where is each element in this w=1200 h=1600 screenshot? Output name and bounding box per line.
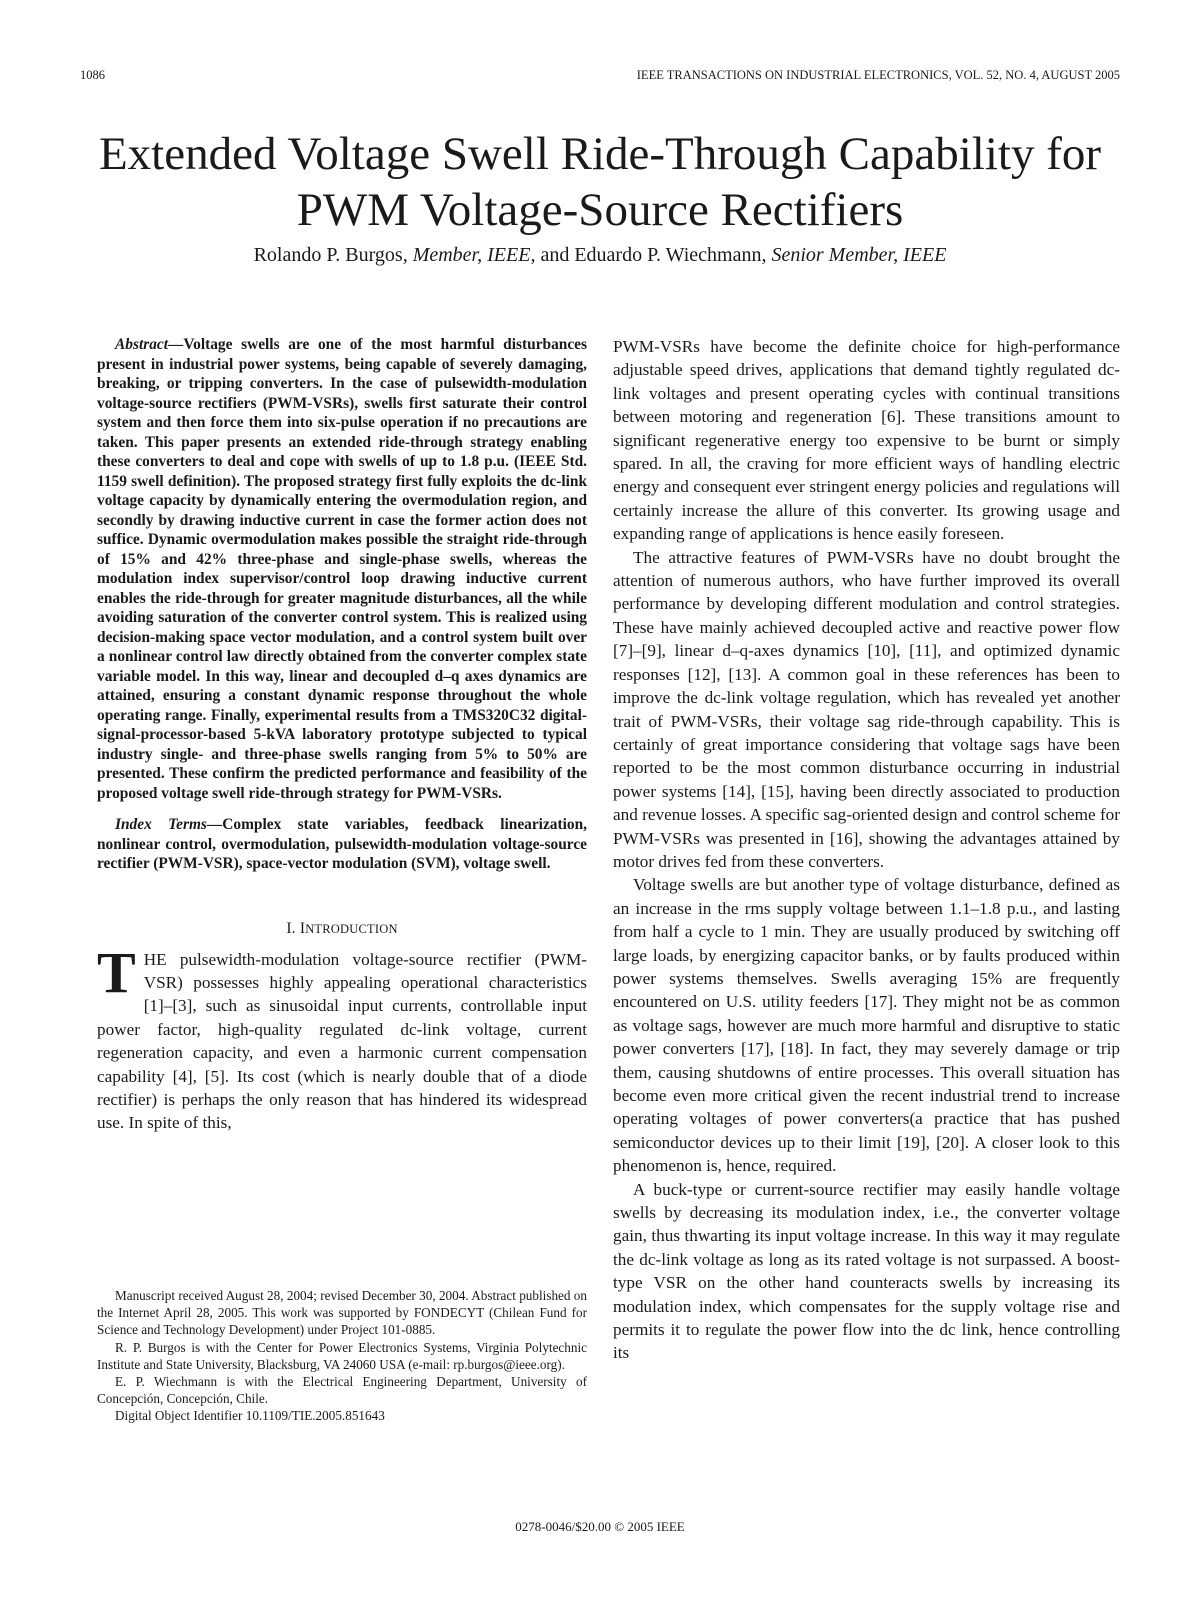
body-paragraph-1: PWM-VSRs have become the definite choice for high-performance adjustable speed drives, applications that demand tightly regulated dc-link voltages and present operating cycles with continual transitions between motoring and regeneration [6]. These transitions amount to significant regenerative energy too expensive to be burnt or simply spared. In all, the craving for more efficient ways of handling electric energy and consequent ever stringent energy policies and regulations will certainly increase the allure of this converter. Its growing usage and expanding range of applications is hence easily foreseen. [613, 337, 1120, 544]
footnote-manuscript: Manuscript received August 28, 2004; revised December 30, 2004. Abstract published on the Internet April 28, 2005. This work was supported by FONDECYT (Chilean Fund for Science and Technology Development) under Project 101-0885. [97, 1288, 587, 1338]
footnotes [97, 1287, 587, 1425]
author-2-role: , Senior Member, IEEE [761, 244, 947, 266]
author-line [60, 244, 1140, 267]
footnote-author-2: E. P. Wiechmann is with the Electrical Engineering Department, University of Concepción, Concepción, Chile. [97, 1374, 587, 1407]
left-column [97, 335, 587, 1135]
title-line-2: PWM Voltage-Source Rectifiers [296, 184, 904, 236]
intro-text: HE pulsewidth-modulation voltage-source rectifier (PWM-VSR) possesses highly appealing operational characteristics [1]–[3], such as sinusoidal input currents, controllable input power factor, high-quality regulated dc-link voltage, current regeneration capacity, and even a harmonic current compensation capability [4], [5]. Its cost (which is nearly double that of a diode rectifier) is perhaps the only reason that has hindered its widespread use. In spite of this, [97, 949, 587, 1133]
footnote-doi: Digital Object Identifier 10.1109/TIE.2005.851643 [115, 1408, 385, 1424]
abstract-lead: Abstract— [115, 336, 184, 353]
intro-paragraph [97, 939, 587, 1135]
body-paragraph-3: Voltage swells are but another type of voltage disturbance, defined as an increase in the rms supply voltage between 1.1–1.8 p.u., and lasting from half a cycle to 1 min. They are usually produced by switching off large loads, by energizing capacitor banks, or by faults produced within power systems themselves. Swells averaging 15% are frequently encountered on U.S. utility feeders [17]. They might not be as common as voltage sags, however are much more harmful and disruptive to static power converters [17], [18]. In fact, they may severely damage or trip them, causing shutdowns of entire processes. This overall situation has become even more critical given the recent industrial trend to increase operating voltages of power converters(a practice that has pushed semiconductor devices up to their limit [19], [20]. A closer look to this phenomenon is, hence, required. [613, 875, 1120, 1176]
author-connector: and [535, 244, 575, 266]
title-line-1: Extended Voltage Swell Ride-Through Capability for [98, 128, 1102, 180]
section-title-rest: NTRODUCTION [305, 921, 398, 936]
section-heading-introduction [97, 920, 587, 938]
abstract [97, 335, 587, 803]
index-terms-lead: Index Terms— [115, 816, 223, 833]
running-head [80, 68, 1120, 83]
page-number: 1086 [80, 68, 105, 82]
right-column [613, 335, 1120, 1365]
author-1-role: , Member, IEEE, [402, 244, 536, 266]
paper-title [60, 126, 1140, 238]
copyright-line: 0278-0046/$20.00 © 2005 IEEE [515, 1519, 685, 1534]
index-terms [97, 815, 587, 874]
abstract-text: Voltage swells are one of the most harmful disturbances present in industrial power systems, being capable of severely damaging, breaking, or tripping converters. In the case of pulsewidth-modulation voltage-source rectifiers (PWM-VSRs), swells first saturate their control system and then force them into six-pulse operation if no precautions are taken. This paper presents an extended ride-through strategy enabling these converters to deal and cope with swells of up to 1.8 p.u. (IEEE Std. 1159 swell definition). The proposed strategy first fully exploits the dc-link voltage capacity by dynamically entering the overmodulation region, and secondly by drawing inductive current in case the former action does not suffice. Dynamic overmodulation makes possible the straight ride-through of 15% and 42% three-phase and single-phase swells, whereas the modulation index supervisor/control loop drawing inductive current enables the ride-through for greater magnitude disturbances, all the while avoiding saturation of the converter control system. This is realized using decision-making space vector modulation, and a control system built over a nonlinear control law directly obtained from the converter complex state variable model. In this way, linear and decoupled d–q axes dynamics are attained, ensuring a constant dynamic response throughout the whole operating range. Finally, experimental results from a TMS320C32 digital-signal-processor-based 5-kVA laboratory prototype subjected to typical industry single- and three-phase swells ranging from 5% to 50% are presented. These confirm the predicted performance and feasibility of the proposed voltage swell ride-through strategy for PWM-VSRs. [97, 336, 587, 802]
author-1: Rolando P. Burgos [253, 244, 403, 266]
body-paragraph-4: A buck-type or current-source rectifier may easily handle voltage swells by decreasing its modulation index, i.e., the converter voltage gain, thus thwarting its input voltage increase. In this way it may regulate the dc-link voltage as long as its rated voltage is not surpassed. A boost-type VSR on the other hand counteracts swells by increasing its modulation index, which compensates for the supply voltage rise and permits it to regulate the power flow into the dc link, hence controlling its [613, 1179, 1120, 1363]
drop-cap: T [97, 939, 136, 1005]
author-2: Eduardo P. Wiechmann [574, 244, 762, 266]
footnote-author-1: R. P. Burgos is with the Center for Power Electronics Systems, Virginia Polytechnic Institute and State University, Blacksburg, VA 24060 USA (e-mail: rp.burgos@ieee.org). [97, 1339, 587, 1372]
section-first-letter: I [299, 919, 306, 937]
journal-name: IEEE TRANSACTIONS ON INDUSTRIAL ELECTRONICS, VOL. 52, NO. 4, AUGUST 2005 [636, 68, 1120, 82]
body-paragraph-2: The attractive features of PWM-VSRs have no doubt brought the attention of numerous authors, who have further improved its overall performance by developing different modulation and control strategies. These have mainly achieved decoupled active and reactive power flow [7]–[9], linear d–q-axes dynamics [10], [11], and optimized dynamic responses [12], [13]. A common goal in these references has been to improve the dc-link voltage regulation, which has revealed yet another trait of PWM-VSRs, their voltage sag ride-through capability. This is certainly of great importance considering that voltage sags have been reported to be the most common disturbance occurring in industrial power systems [14], [15], having been directly associated to production and revenue losses. A specific sag-oriented design and control scheme for PWM-VSRs was presented in [16], showing the advantages attained by motor drives fed from these converters. [613, 547, 1120, 871]
index-terms-text: Complex state variables, feedback linearization, nonlinear control, overmodulation, pulsewidth-modulation voltage-source rectifier (PWM-VSR), space-vector modulation (SVM), voltage swell. [97, 816, 587, 872]
section-numeral: I. [286, 919, 300, 937]
